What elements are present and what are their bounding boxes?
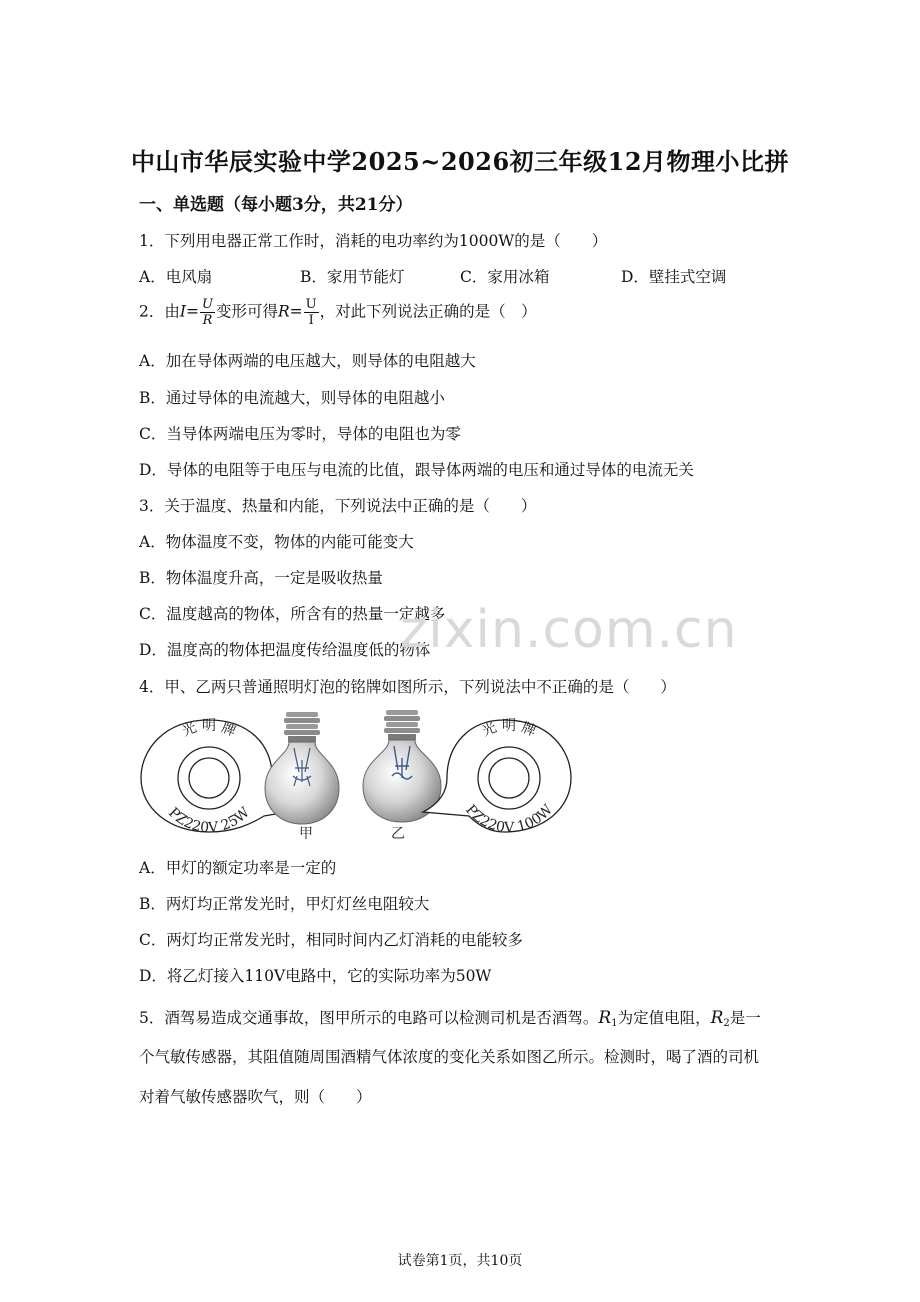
- q2-mid: 变形可得: [215, 302, 278, 321]
- q2-i-eq: I=: [179, 302, 199, 321]
- q2-numerator-u: U: [202, 297, 213, 312]
- q1-option-c: C．家用冰箱: [460, 268, 550, 286]
- left-brand-text: 光 明 牌: [179, 718, 239, 740]
- q5-r1-symbol: R: [598, 1008, 612, 1028]
- q1-option-b: B．家用节能灯: [300, 268, 405, 286]
- q2-fraction-u-over-i: [304, 297, 319, 328]
- page-footer: 试卷第1页，共10页: [397, 1253, 523, 1269]
- q5-line-3: 对着气敏传感器吹气，则（ ）: [139, 1088, 372, 1106]
- right-brand-text: 光 明 牌: [479, 718, 539, 740]
- q3-option-b: B．物体温度升高，一定是吸收热量: [139, 569, 383, 587]
- q5-text-c: 是一: [729, 1009, 761, 1027]
- q4-option-c: C．两灯均正常发光时，相同时间内乙灯消耗的电能较多: [139, 931, 523, 949]
- q5-r2-symbol: R: [710, 1008, 724, 1028]
- q4-option-d: D．将乙灯接入110V电路中，它的实际功率为50W: [139, 967, 492, 985]
- right-bulb: [363, 710, 441, 822]
- q2-numerator-u2: U: [305, 297, 317, 312]
- q4-option-a: A．甲灯的额定功率是一定的: [139, 859, 337, 877]
- watermark: zixin.com.cn: [400, 600, 738, 660]
- q5-line-2: 个气敏传感器，其阻值随周围酒精气体浓度的变化关系如图乙所示。检测时，喝了酒的司机: [139, 1048, 760, 1066]
- q5-r2: [711, 1008, 730, 1028]
- q5-line-1: [139, 1006, 761, 1029]
- q3-option-d: D．温度高的物体把温度传给温度低的物体: [139, 641, 431, 659]
- page-title: 中山市华辰实验中学2025~2026初三年级12月物理小比拼: [130, 147, 790, 176]
- section-heading: 一、单选题（每小题3分，共21分）: [139, 195, 413, 215]
- q4-option-b: B．两灯均正常发光时，甲灯灯丝电阻较大: [139, 895, 430, 913]
- q5-text-b: 为定值电阻，: [617, 1009, 711, 1027]
- right-rating-text: PZ220V 100W: [462, 801, 556, 837]
- q2-denominator-i: I: [308, 313, 314, 328]
- q2-r-eq: R=: [277, 302, 303, 321]
- q3-option-c: C．温度越高的物体，所含有的热量一定越多: [139, 605, 446, 623]
- q1-option-a: A．电风扇: [139, 268, 213, 286]
- q2-option-d: D．导体的电阻等于电压与电流的比值，跟导体两端的电压和通过导体的电流无关: [139, 461, 694, 479]
- q4-stem: 4．甲、乙两只普通照明灯泡的铭牌如图所示，下列说法中不正确的是（ ）: [139, 678, 676, 696]
- q5-r1-subscript: 1: [611, 1018, 618, 1029]
- q5-text-a: 5．酒驾易造成交通事故，图甲所示的电路可以检测司机是否酒驾。: [139, 1009, 599, 1027]
- q2-option-c: C．当导体两端电压为零时，导体的电阻也为零: [139, 425, 461, 443]
- q5-r1: [598, 1008, 617, 1028]
- q2-option-a: A．加在导体两端的电压越大，则导体的电阻越大: [139, 352, 476, 370]
- q2-denominator-r: R: [202, 313, 213, 328]
- right-bulb-label: 乙: [391, 826, 405, 842]
- q3-option-a: A．物体温度不变，物体的内能可能变大: [139, 533, 414, 551]
- left-bulb-label: 甲: [299, 826, 313, 842]
- q1-stem: 1．下列用电器正常工作时，消耗的电功率约为1000W的是（ ）: [139, 232, 608, 250]
- bulb-nameplate-figure: [139, 700, 579, 848]
- q2-stem: [139, 297, 537, 328]
- left-bulb: [265, 712, 339, 824]
- q2-option-b: B．通过导体的电流越大，则导体的电阻越小: [139, 389, 445, 407]
- q2-prefix: 2．由: [139, 302, 180, 321]
- q5-r2-subscript: 2: [723, 1018, 730, 1029]
- q2-fraction-u-over-r: [200, 297, 215, 328]
- q1-option-d: D．壁挂式空调: [621, 268, 727, 286]
- right-nameplate: [423, 718, 571, 836]
- q2-suffix: ，对此下列说法正确的是（ ）: [319, 302, 537, 321]
- left-rating-text: PZ220V 25W: [165, 804, 253, 837]
- q3-stem: 3．关于温度、热量和内能，下列说法中正确的是（ ）: [139, 497, 537, 515]
